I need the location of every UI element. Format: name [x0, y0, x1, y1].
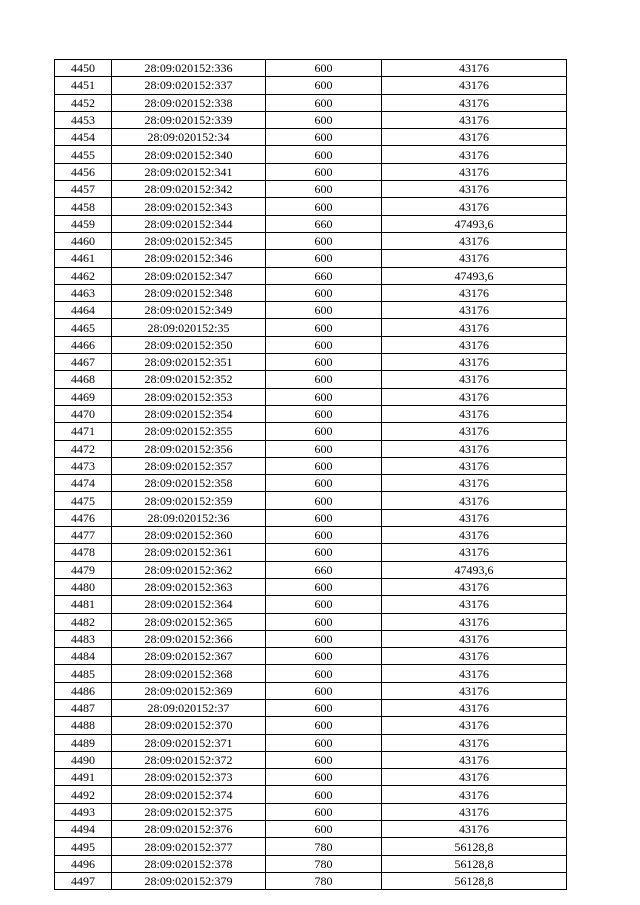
row-number-cell: 4469 — [55, 388, 112, 405]
cadastral-number-cell: 28:09:020152:347 — [112, 267, 266, 284]
table-row — [55, 146, 567, 163]
value-cell: 43176 — [382, 786, 567, 803]
table-row — [55, 319, 567, 336]
value-cell: 43176 — [382, 302, 567, 319]
row-number-cell: 4460 — [55, 232, 112, 249]
value-cell: 43176 — [382, 596, 567, 613]
row-number-cell: 4490 — [55, 751, 112, 768]
table-row — [55, 838, 567, 855]
value-cell: 43176 — [382, 544, 567, 561]
table-row — [55, 111, 567, 128]
value-cell: 43176 — [382, 319, 567, 336]
cadastral-number-cell: 28:09:020152:37 — [112, 699, 266, 716]
table-row — [55, 665, 567, 682]
table-row — [55, 475, 567, 492]
row-number-cell: 4478 — [55, 544, 112, 561]
cadastral-number-cell: 28:09:020152:339 — [112, 111, 266, 128]
row-number-cell: 4452 — [55, 94, 112, 111]
area-cell: 600 — [266, 94, 382, 111]
cadastral-number-cell: 28:09:020152:364 — [112, 596, 266, 613]
cadastral-number-cell: 28:09:020152:379 — [112, 872, 266, 889]
value-cell: 43176 — [382, 111, 567, 128]
row-number-cell: 4484 — [55, 648, 112, 665]
row-number-cell: 4459 — [55, 215, 112, 232]
area-cell: 600 — [266, 492, 382, 509]
value-cell: 47493,6 — [382, 215, 567, 232]
table-row — [55, 371, 567, 388]
row-number-cell: 4493 — [55, 803, 112, 820]
area-cell: 660 — [266, 561, 382, 578]
area-cell: 600 — [266, 821, 382, 838]
value-cell: 43176 — [382, 665, 567, 682]
row-number-cell: 4494 — [55, 821, 112, 838]
value-cell: 47493,6 — [382, 267, 567, 284]
area-cell: 600 — [266, 77, 382, 94]
area-cell: 600 — [266, 509, 382, 526]
cadastral-number-cell: 28:09:020152:351 — [112, 354, 266, 371]
area-cell: 660 — [266, 215, 382, 232]
cadastral-number-cell: 28:09:020152:358 — [112, 475, 266, 492]
row-number-cell: 4483 — [55, 630, 112, 647]
area-cell: 600 — [266, 60, 382, 77]
value-cell: 43176 — [382, 232, 567, 249]
area-cell: 600 — [266, 578, 382, 595]
row-number-cell: 4451 — [55, 77, 112, 94]
table-row — [55, 699, 567, 716]
cadastral-number-cell: 28:09:020152:340 — [112, 146, 266, 163]
table-row — [55, 527, 567, 544]
table-row — [55, 440, 567, 457]
value-cell: 47493,6 — [382, 561, 567, 578]
row-number-cell: 4477 — [55, 527, 112, 544]
row-number-cell: 4489 — [55, 734, 112, 751]
cadastral-number-cell: 28:09:020152:378 — [112, 855, 266, 872]
value-cell: 43176 — [382, 751, 567, 768]
area-cell: 780 — [266, 838, 382, 855]
value-cell: 43176 — [382, 440, 567, 457]
table-row — [55, 578, 567, 595]
row-number-cell: 4474 — [55, 475, 112, 492]
area-cell: 600 — [266, 596, 382, 613]
cadastral-number-cell: 28:09:020152:338 — [112, 94, 266, 111]
area-cell: 600 — [266, 717, 382, 734]
cadastral-number-cell: 28:09:020152:350 — [112, 336, 266, 353]
cadastral-number-cell: 28:09:020152:35 — [112, 319, 266, 336]
row-number-cell: 4456 — [55, 163, 112, 180]
value-cell: 43176 — [382, 198, 567, 215]
area-cell: 600 — [266, 751, 382, 768]
table-row — [55, 596, 567, 613]
row-number-cell: 4470 — [55, 405, 112, 422]
table-row — [55, 561, 567, 578]
row-number-cell: 4453 — [55, 111, 112, 128]
table-row — [55, 163, 567, 180]
table-row — [55, 648, 567, 665]
value-cell: 43176 — [382, 613, 567, 630]
row-number-cell: 4468 — [55, 371, 112, 388]
row-number-cell: 4457 — [55, 181, 112, 198]
cadastral-number-cell: 28:09:020152:372 — [112, 751, 266, 768]
area-cell: 600 — [266, 475, 382, 492]
value-cell: 43176 — [382, 475, 567, 492]
cadastral-number-cell: 28:09:020152:352 — [112, 371, 266, 388]
cadastral-number-cell: 28:09:020152:345 — [112, 232, 266, 249]
table-body — [55, 60, 567, 890]
value-cell: 43176 — [382, 682, 567, 699]
table-row — [55, 94, 567, 111]
table-row — [55, 613, 567, 630]
table-row — [55, 717, 567, 734]
row-number-cell: 4487 — [55, 699, 112, 716]
table-row — [55, 457, 567, 474]
value-cell: 43176 — [382, 94, 567, 111]
value-cell: 43176 — [382, 803, 567, 820]
row-number-cell: 4472 — [55, 440, 112, 457]
row-number-cell: 4465 — [55, 319, 112, 336]
area-cell: 600 — [266, 163, 382, 180]
row-number-cell: 4491 — [55, 769, 112, 786]
area-cell: 600 — [266, 129, 382, 146]
table-row — [55, 492, 567, 509]
area-cell: 600 — [266, 250, 382, 267]
table-row — [55, 354, 567, 371]
row-number-cell: 4497 — [55, 872, 112, 889]
table-row — [55, 734, 567, 751]
row-number-cell: 4481 — [55, 596, 112, 613]
row-number-cell: 4492 — [55, 786, 112, 803]
row-number-cell: 4463 — [55, 284, 112, 301]
cadastral-number-cell: 28:09:020152:366 — [112, 630, 266, 647]
value-cell: 43176 — [382, 821, 567, 838]
cadastral-number-cell: 28:09:020152:353 — [112, 388, 266, 405]
value-cell: 43176 — [382, 492, 567, 509]
cadastral-number-cell: 28:09:020152:373 — [112, 769, 266, 786]
table-row — [55, 181, 567, 198]
area-cell: 600 — [266, 786, 382, 803]
area-cell: 780 — [266, 855, 382, 872]
row-number-cell: 4466 — [55, 336, 112, 353]
area-cell: 600 — [266, 354, 382, 371]
value-cell: 43176 — [382, 163, 567, 180]
value-cell: 43176 — [382, 336, 567, 353]
area-cell: 600 — [266, 440, 382, 457]
row-number-cell: 4458 — [55, 198, 112, 215]
cadastral-number-cell: 28:09:020152:36 — [112, 509, 266, 526]
cadastral-number-cell: 28:09:020152:368 — [112, 665, 266, 682]
cadastral-number-cell: 28:09:020152:362 — [112, 561, 266, 578]
cadastral-number-cell: 28:09:020152:342 — [112, 181, 266, 198]
cadastral-number-cell: 28:09:020152:367 — [112, 648, 266, 665]
area-cell: 600 — [266, 319, 382, 336]
area-cell: 780 — [266, 872, 382, 889]
value-cell: 43176 — [382, 354, 567, 371]
area-cell: 600 — [266, 284, 382, 301]
table-row — [55, 302, 567, 319]
table-row — [55, 630, 567, 647]
table-row — [55, 423, 567, 440]
cadastral-number-cell: 28:09:020152:377 — [112, 838, 266, 855]
cadastral-number-cell: 28:09:020152:346 — [112, 250, 266, 267]
cadastral-number-cell: 28:09:020152:336 — [112, 60, 266, 77]
value-cell: 43176 — [382, 717, 567, 734]
row-number-cell: 4455 — [55, 146, 112, 163]
value-cell: 43176 — [382, 509, 567, 526]
table-row — [55, 267, 567, 284]
value-cell: 56128,8 — [382, 838, 567, 855]
row-number-cell: 4479 — [55, 561, 112, 578]
value-cell: 43176 — [382, 146, 567, 163]
area-cell: 600 — [266, 336, 382, 353]
area-cell: 600 — [266, 699, 382, 716]
area-cell: 600 — [266, 665, 382, 682]
cadastral-number-cell: 28:09:020152:370 — [112, 717, 266, 734]
area-cell: 600 — [266, 648, 382, 665]
value-cell: 43176 — [382, 405, 567, 422]
table-row — [55, 232, 567, 249]
cadastral-number-cell: 28:09:020152:369 — [112, 682, 266, 699]
area-cell: 600 — [266, 769, 382, 786]
area-cell: 600 — [266, 423, 382, 440]
table-row — [55, 751, 567, 768]
row-number-cell: 4485 — [55, 665, 112, 682]
cadastral-number-cell: 28:09:020152:337 — [112, 77, 266, 94]
table-row — [55, 855, 567, 872]
cadastral-number-cell: 28:09:020152:343 — [112, 198, 266, 215]
table-row — [55, 786, 567, 803]
table-row — [55, 405, 567, 422]
area-cell: 600 — [266, 388, 382, 405]
value-cell: 43176 — [382, 457, 567, 474]
value-cell: 43176 — [382, 129, 567, 146]
table-row — [55, 821, 567, 838]
table-row — [55, 509, 567, 526]
value-cell: 43176 — [382, 77, 567, 94]
value-cell: 43176 — [382, 388, 567, 405]
cadastral-number-cell: 28:09:020152:341 — [112, 163, 266, 180]
row-number-cell: 4486 — [55, 682, 112, 699]
value-cell: 43176 — [382, 699, 567, 716]
cadastral-number-cell: 28:09:020152:349 — [112, 302, 266, 319]
table-row — [55, 336, 567, 353]
value-cell: 43176 — [382, 578, 567, 595]
area-cell: 600 — [266, 803, 382, 820]
cadastral-number-cell: 28:09:020152:348 — [112, 284, 266, 301]
table-row — [55, 250, 567, 267]
area-cell: 600 — [266, 457, 382, 474]
area-cell: 600 — [266, 232, 382, 249]
table-row — [55, 60, 567, 77]
value-cell: 43176 — [382, 734, 567, 751]
value-cell: 43176 — [382, 630, 567, 647]
cadastral-number-cell: 28:09:020152:355 — [112, 423, 266, 440]
area-cell: 600 — [266, 613, 382, 630]
value-cell: 56128,8 — [382, 872, 567, 889]
value-cell: 56128,8 — [382, 855, 567, 872]
area-cell: 600 — [266, 405, 382, 422]
area-cell: 600 — [266, 630, 382, 647]
row-number-cell: 4480 — [55, 578, 112, 595]
table-row — [55, 77, 567, 94]
table-row — [55, 129, 567, 146]
value-cell: 43176 — [382, 60, 567, 77]
value-cell: 43176 — [382, 769, 567, 786]
cadastral-number-cell: 28:09:020152:354 — [112, 405, 266, 422]
value-cell: 43176 — [382, 527, 567, 544]
cadastral-number-cell: 28:09:020152:360 — [112, 527, 266, 544]
value-cell: 43176 — [382, 181, 567, 198]
area-cell: 600 — [266, 302, 382, 319]
row-number-cell: 4450 — [55, 60, 112, 77]
table-row — [55, 388, 567, 405]
cadastral-number-cell: 28:09:020152:361 — [112, 544, 266, 561]
area-cell: 600 — [266, 371, 382, 388]
value-cell: 43176 — [382, 371, 567, 388]
cadastral-number-cell: 28:09:020152:371 — [112, 734, 266, 751]
area-cell: 600 — [266, 198, 382, 215]
table-row — [55, 544, 567, 561]
value-cell: 43176 — [382, 423, 567, 440]
area-cell: 600 — [266, 111, 382, 128]
cadastral-number-cell: 28:09:020152:375 — [112, 803, 266, 820]
cadastral-number-cell: 28:09:020152:374 — [112, 786, 266, 803]
row-number-cell: 4496 — [55, 855, 112, 872]
table-row — [55, 215, 567, 232]
row-number-cell: 4482 — [55, 613, 112, 630]
value-cell: 43176 — [382, 284, 567, 301]
cadastral-number-cell: 28:09:020152:376 — [112, 821, 266, 838]
row-number-cell: 4475 — [55, 492, 112, 509]
table-row — [55, 284, 567, 301]
row-number-cell: 4488 — [55, 717, 112, 734]
row-number-cell: 4462 — [55, 267, 112, 284]
table-row — [55, 803, 567, 820]
cadastral-number-cell: 28:09:020152:365 — [112, 613, 266, 630]
row-number-cell: 4495 — [55, 838, 112, 855]
cadastral-number-cell: 28:09:020152:34 — [112, 129, 266, 146]
row-number-cell: 4473 — [55, 457, 112, 474]
row-number-cell: 4471 — [55, 423, 112, 440]
row-number-cell: 4461 — [55, 250, 112, 267]
table-row — [55, 872, 567, 889]
data-table — [54, 59, 567, 890]
area-cell: 600 — [266, 527, 382, 544]
cadastral-number-cell: 28:09:020152:359 — [112, 492, 266, 509]
value-cell: 43176 — [382, 648, 567, 665]
area-cell: 660 — [266, 267, 382, 284]
cadastral-number-cell: 28:09:020152:356 — [112, 440, 266, 457]
row-number-cell: 4467 — [55, 354, 112, 371]
row-number-cell: 4476 — [55, 509, 112, 526]
area-cell: 600 — [266, 146, 382, 163]
area-cell: 600 — [266, 181, 382, 198]
cadastral-number-cell: 28:09:020152:357 — [112, 457, 266, 474]
area-cell: 600 — [266, 544, 382, 561]
area-cell: 600 — [266, 734, 382, 751]
cadastral-number-cell: 28:09:020152:363 — [112, 578, 266, 595]
cadastral-number-cell: 28:09:020152:344 — [112, 215, 266, 232]
area-cell: 600 — [266, 682, 382, 699]
value-cell: 43176 — [382, 250, 567, 267]
table-row — [55, 769, 567, 786]
row-number-cell: 4464 — [55, 302, 112, 319]
row-number-cell: 4454 — [55, 129, 112, 146]
table-row — [55, 198, 567, 215]
table-row — [55, 682, 567, 699]
